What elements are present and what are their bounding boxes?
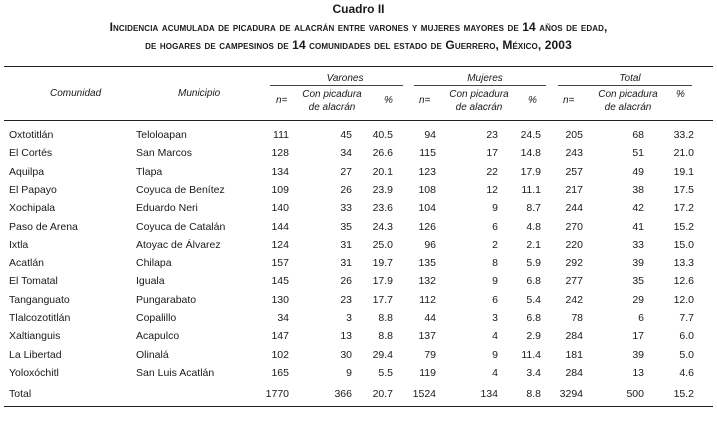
cell-varones-pct: 23.9 (372, 184, 393, 196)
cell-mujeres-pct: 2.1 (526, 239, 541, 251)
cell-total-picadura: 51 (632, 147, 644, 159)
cell-municipio: Pungarabato (136, 294, 197, 306)
cell-comunidad: Tanganguato (9, 294, 70, 306)
header-comunidad: Comunidad (50, 88, 102, 99)
cell-varones-picadura: 23 (340, 294, 352, 306)
cell-varones-pct: 17.9 (372, 275, 393, 287)
cell-mujeres-pct: 4.8 (526, 221, 541, 233)
cell-mujeres-pct: 3.4 (526, 367, 541, 379)
cell-mujeres-pct: 6.8 (526, 312, 541, 324)
cell-varones-pct: 25.0 (372, 239, 393, 251)
cell-mujeres-picadura: 4 (492, 330, 498, 342)
cell-total-picadura: 49 (632, 166, 644, 178)
cell-varones-picadura: 45 (340, 129, 352, 141)
cell-mujeres-picadura: 17 (486, 147, 498, 159)
cell-comunidad: Acatlán (9, 257, 45, 269)
cell-mujeres-n: 132 (418, 275, 436, 287)
cell-comunidad: Tlalcozotitlán (9, 312, 71, 324)
cell-mujeres-n: 123 (418, 166, 436, 178)
cell-total-picadura: 35 (632, 275, 644, 287)
cell-total-picadura: 29 (632, 294, 644, 306)
cell-mujeres-n: 126 (418, 221, 436, 233)
cell-varones-picadura: 35 (340, 221, 352, 233)
cell-total-n: 292 (565, 257, 583, 269)
header-mujeres: Mujeres (467, 73, 503, 84)
cell-municipio: San Luis Acatlán (136, 367, 215, 379)
cell-varones-pct: 20.1 (372, 166, 393, 178)
header-total: Total (619, 73, 641, 84)
cell-mujeres-n: 108 (418, 184, 436, 196)
header-total-pct: % (676, 89, 685, 100)
cell-total-n: 270 (565, 221, 583, 233)
cell-mujeres-picadura: 9 (492, 275, 498, 287)
cell-municipio: Tlapa (136, 166, 163, 178)
cell-total-n: 3294 (559, 388, 583, 400)
cell-municipio: Atoyac de Álvarez (136, 239, 221, 251)
cell-total-n: 217 (565, 184, 583, 196)
cell-comunidad: Xaltianguis (9, 330, 61, 342)
cell-total-picadura: 33 (632, 239, 644, 251)
cell-comunidad: Paso de Arena (9, 221, 78, 233)
cell-total-n: 243 (565, 147, 583, 159)
cell-varones-pct: 8.8 (378, 330, 393, 342)
header-municipio: Municipio (178, 88, 221, 99)
cell-total-picadura: 6 (638, 312, 644, 324)
cell-municipio: Chilapa (136, 257, 172, 269)
cell-mujeres-n: 44 (424, 312, 436, 324)
cell-total-pct: 7.7 (679, 312, 694, 324)
cell-total-pct: 17.5 (673, 184, 694, 196)
cell-varones-n: 102 (271, 349, 289, 361)
cell-total-pct: 17.2 (673, 202, 694, 214)
cell-total-picadura: 38 (632, 184, 644, 196)
cell-mujeres-n: 112 (419, 294, 436, 306)
cell-mujeres-picadura: 4 (492, 367, 498, 379)
total-subrule (558, 85, 692, 86)
cell-total-pct: 19.1 (673, 166, 694, 178)
cell-varones-n: 165 (271, 367, 289, 379)
cell-municipio: Coyuca de Catalán (136, 221, 226, 233)
cell-varones-n: 147 (271, 330, 289, 342)
cell-mujeres-n: 94 (424, 129, 436, 141)
cell-comunidad: Oxtotitlán (9, 129, 54, 141)
cell-varones-pct: 29.4 (372, 349, 393, 361)
cell-municipio: Iguala (136, 275, 165, 287)
cell-total-n: 257 (565, 166, 583, 178)
cell-total-pct: 21.0 (673, 147, 694, 159)
cell-varones-picadura: 3 (346, 312, 352, 324)
cell-mujeres-picadura: 6 (492, 221, 498, 233)
cell-varones-picadura: 26 (340, 275, 352, 287)
cell-total-pct: 13.3 (673, 257, 694, 269)
cell-varones-n: 134 (271, 166, 289, 178)
cell-total-pct: 5.0 (679, 349, 694, 361)
cell-total-pct: 15.2 (673, 388, 694, 400)
cell-total-pct: 4.6 (679, 367, 694, 379)
cell-total-n: 284 (565, 330, 583, 342)
cell-varones-n: 144 (271, 221, 289, 233)
cell-varones-n: 157 (271, 257, 289, 269)
table-title-line-1: Incidencia acumulada de picadura de alacrán entre varones y mujeres mayores de 14 años de edad, (109, 20, 608, 34)
cell-total-pct: 6.0 (679, 330, 694, 342)
cell-varones-n: 130 (271, 294, 289, 306)
cell-mujeres-picadura: 6 (492, 294, 498, 306)
cell-varones-picadura: 366 (334, 388, 352, 400)
cell-mujeres-n: 96 (424, 239, 436, 251)
cell-varones-pct: 8.8 (378, 312, 393, 324)
cell-varones-n: 34 (277, 312, 289, 324)
header-varones-n: n= (276, 95, 288, 106)
cell-varones-n: 128 (271, 147, 289, 159)
cell-total-n: 277 (565, 275, 583, 287)
cell-total-n: 205 (565, 129, 583, 141)
cell-varones-picadura: 33 (340, 202, 352, 214)
cell-varones-picadura: 9 (346, 367, 352, 379)
cell-comunidad: El Papayo (9, 184, 57, 196)
cell-mujeres-n: 119 (419, 367, 436, 379)
cell-mujeres-pct: 2.9 (526, 330, 541, 342)
bottom-rule (4, 406, 713, 407)
header-mujeres-n: n= (419, 95, 431, 106)
cell-mujeres-pct: 24.5 (520, 129, 541, 141)
cell-varones-picadura: 31 (340, 257, 352, 269)
cell-total-picadura: 500 (626, 388, 644, 400)
cell-varones-n: 1770 (265, 388, 289, 400)
cell-mujeres-picadura: 3 (492, 312, 498, 324)
cell-total-picadura: 13 (632, 367, 644, 379)
cell-total-picadura: 68 (632, 129, 644, 141)
cell-varones-picadura: 34 (340, 147, 352, 159)
table-title-line-2: de hogares de campesinos de 14 comunidades del estado de Guerrero, México, 2003 (145, 38, 572, 52)
cell-total-pct: 15.2 (673, 221, 694, 233)
cell-municipio: Olinalá (136, 349, 169, 361)
cell-varones-picadura: 27 (340, 166, 352, 178)
cell-varones-pct: 24.3 (372, 221, 393, 233)
cell-varones-n: 109 (271, 184, 289, 196)
cell-comunidad: Xochipala (9, 202, 56, 214)
cell-total-n: 244 (565, 202, 583, 214)
cell-total-n: 284 (565, 367, 583, 379)
cell-total-picadura: 17 (632, 330, 644, 342)
header-varones: Varones (326, 73, 364, 84)
cell-varones-pct: 23.6 (372, 202, 393, 214)
cell-mujeres-n: 79 (424, 349, 436, 361)
cell-varones-pct: 5.5 (378, 367, 393, 379)
cell-mujeres-pct: 14.8 (520, 147, 541, 159)
cell-varones-n: 111 (273, 129, 289, 141)
cell-municipio: Eduardo Neri (136, 202, 198, 214)
header-total-picadura-line-2: de alacrán (604, 102, 652, 113)
cell-mujeres-n: 104 (418, 202, 436, 214)
cell-total-n: 181 (565, 349, 583, 361)
cell-mujeres-pct: 5.9 (526, 257, 541, 269)
cell-total-pct: 33.2 (673, 129, 694, 141)
cell-mujeres-picadura: 12 (486, 184, 498, 196)
header-total-n: n= (563, 95, 575, 106)
cell-total-n: 220 (565, 239, 583, 251)
cell-municipio: San Marcos (136, 147, 193, 159)
cell-varones-picadura: 31 (340, 239, 352, 251)
cell-comunidad: Ixtla (9, 239, 29, 251)
cell-mujeres-pct: 6.8 (526, 275, 541, 287)
cell-total-picadura: 42 (632, 202, 644, 214)
mujeres-subrule (414, 85, 546, 86)
header-varones-picadura-line-1: Con picadura (302, 89, 362, 100)
cell-total-picadura: 41 (632, 221, 644, 233)
header-varones-pct: % (384, 95, 393, 106)
top-rule (4, 66, 713, 67)
cell-total-picadura: 39 (632, 257, 644, 269)
header-mujeres-picadura (443, 88, 515, 114)
varones-subrule (270, 85, 403, 86)
cell-municipio: Acapulco (136, 330, 180, 342)
cell-mujeres-pct: 11.4 (521, 349, 541, 361)
cell-varones-picadura: 26 (340, 184, 352, 196)
header-total-picadura-line-1: Con picadura (598, 89, 658, 100)
table-label: Cuadro II (332, 2, 385, 16)
table-title (0, 18, 717, 54)
cell-mujeres-n: 137 (418, 330, 436, 342)
header-varones-picadura-line-2: de alacrán (308, 102, 356, 113)
cell-mujeres-picadura: 2 (492, 239, 498, 251)
cell-mujeres-picadura: 9 (492, 349, 498, 361)
header-mujeres-picadura-line-1: Con picadura (449, 89, 509, 100)
cell-total-n: 78 (571, 312, 583, 324)
cell-municipio: Teloloapan (136, 129, 187, 141)
cell-municipio: Coyuca de Benítez (136, 184, 225, 196)
cell-mujeres-pct: 8.7 (526, 202, 541, 214)
cell-varones-n: 124 (271, 239, 289, 251)
cell-varones-pct: 17.7 (372, 294, 393, 306)
cell-municipio: Copalillo (136, 312, 177, 324)
header-varones-picadura (296, 88, 368, 114)
header-bottom-rule (4, 120, 713, 121)
cell-total-pct: 15.0 (673, 239, 694, 251)
cell-total-pct: 12.6 (673, 275, 694, 287)
cell-mujeres-n: 115 (419, 147, 436, 159)
cell-comunidad: Yoloxóchitl (9, 367, 59, 379)
cell-varones-picadura: 30 (340, 349, 352, 361)
cell-mujeres-picadura: 9 (492, 202, 498, 214)
cell-comunidad: La Libertad (9, 349, 62, 361)
cell-varones-picadura: 13 (340, 330, 352, 342)
cell-comunidad: El Tomatal (9, 275, 58, 287)
cell-mujeres-picadura: 23 (486, 129, 498, 141)
cell-varones-n: 145 (271, 275, 289, 287)
cell-total-picadura: 39 (632, 349, 644, 361)
cell-mujeres-pct: 11.1 (521, 184, 541, 196)
header-mujeres-picadura-line-2: de alacrán (455, 102, 503, 113)
cell-mujeres-pct: 8.8 (526, 388, 541, 400)
cell-comunidad: Total (9, 388, 32, 400)
cell-mujeres-n: 1524 (412, 388, 436, 400)
cell-varones-pct: 40.5 (372, 129, 393, 141)
header-mujeres-pct: % (528, 95, 537, 106)
cell-mujeres-picadura: 134 (480, 388, 498, 400)
cell-total-pct: 12.0 (673, 294, 694, 306)
cell-mujeres-picadura: 22 (486, 166, 498, 178)
cell-varones-n: 140 (271, 202, 289, 214)
cell-mujeres-pct: 17.9 (520, 166, 541, 178)
cell-mujeres-picadura: 8 (492, 257, 498, 269)
cell-mujeres-pct: 5.4 (526, 294, 541, 306)
cell-varones-pct: 26.6 (372, 147, 393, 159)
cell-comunidad: Aquilpa (9, 166, 45, 178)
header-total-picadura (592, 88, 664, 114)
cell-comunidad: El Cortés (9, 147, 53, 159)
cell-total-n: 242 (565, 294, 583, 306)
cell-varones-pct: 19.7 (372, 257, 393, 269)
cell-mujeres-n: 135 (418, 257, 436, 269)
cell-varones-pct: 20.7 (372, 388, 393, 400)
